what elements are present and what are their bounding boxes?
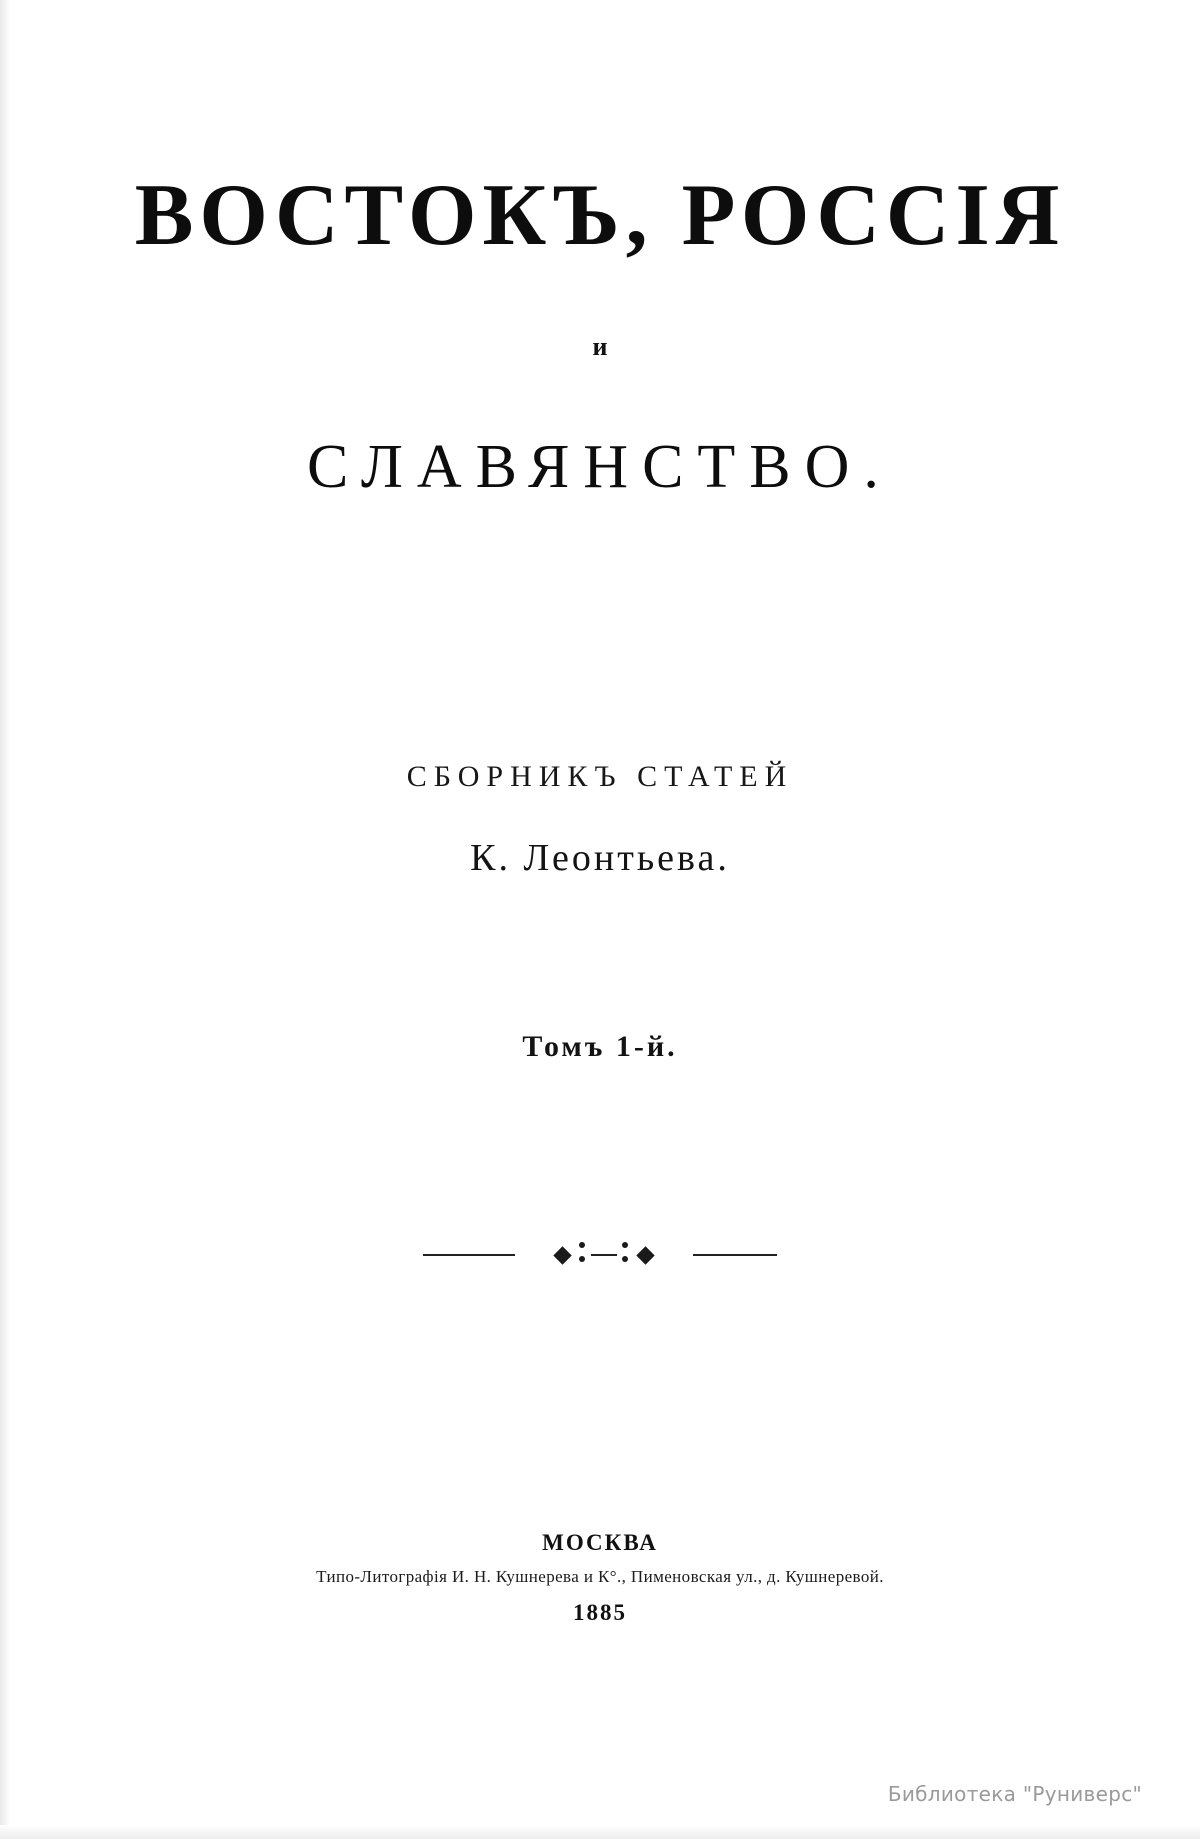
divider-rule-left xyxy=(423,1254,515,1256)
collection-block xyxy=(0,760,1200,880)
scan-edge-bottom xyxy=(0,1825,1200,1839)
volume-label: Томъ 1-й. xyxy=(522,1030,678,1063)
ornamental-divider-icon xyxy=(0,1245,1200,1265)
divider-diamond-left xyxy=(553,1246,571,1264)
author-name: К. Леонтьева. xyxy=(470,837,730,879)
imprint-block xyxy=(0,1530,1200,1626)
imprint-year: 1885 xyxy=(573,1600,627,1625)
volume-block xyxy=(0,1030,1200,1064)
book-subtitle: СЛАВЯНСТВО. xyxy=(307,433,893,502)
book-main-title: ВОСТОКЪ, РОССІЯ xyxy=(134,167,1066,264)
divider-diamond-right xyxy=(636,1246,654,1264)
title-block xyxy=(0,167,1200,503)
imprint-printer: Типо-Литографія И. Н. Кушнерева и К°., Пименовская ул., д. Кушнеревой. xyxy=(316,1567,884,1586)
imprint-city: МОСКВА xyxy=(542,1530,658,1555)
divider-tick-center xyxy=(591,1254,617,1256)
title-conjunction: и xyxy=(592,332,608,362)
divider-rule-right xyxy=(693,1254,777,1256)
divider-dotpair-right xyxy=(621,1246,630,1264)
divider-dotpair-left xyxy=(578,1246,587,1264)
collection-label: СБОРНИКЪ СТАТЕЙ xyxy=(406,760,794,793)
library-watermark: Библиотека "Руниверс" xyxy=(887,1782,1142,1806)
